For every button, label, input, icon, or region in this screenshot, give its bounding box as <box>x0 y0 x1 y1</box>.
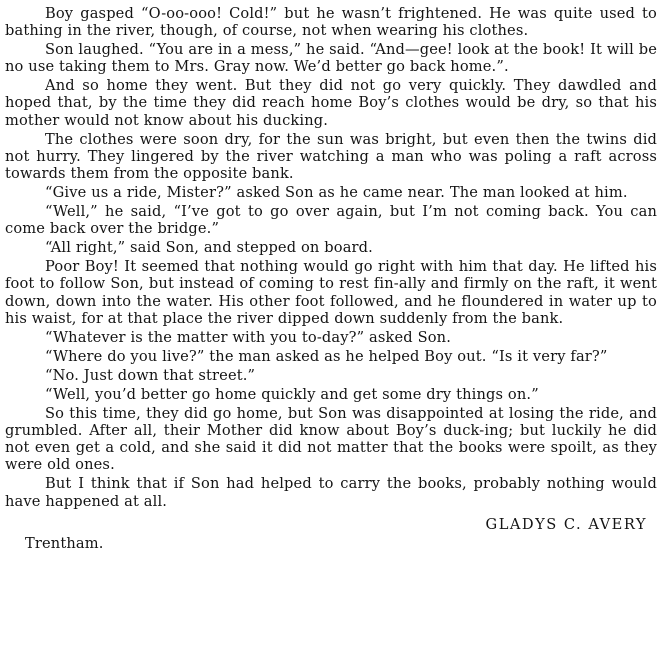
paragraph-so-this-time: So this time, they did go home, but Son was disappointed at losing the ride, and grumbled. After all, their Mother did know about Boy’s duck-ing; but luckily he did not even get a cold, and she said it did not matter that the books were spoilt, as they were old ones. <box>5 405 657 474</box>
paragraph-poor-boy: Poor Boy! It seemed that nothing would go right with him that day. He lifted his foot to follow Son, but instead of coming to rest fin-ally and firmly on the raft, it went down, down into the water. His other foot followed, and he floundered in water up to his waist, for at that place the river dipped down suddenly from the bank. <box>5 258 657 327</box>
paragraph-give-us-a-ride: “Give us a ride, Mister?” asked Son as he came near. The man looked at him. <box>45 183 628 201</box>
paragraph-just-down-that-street: “No. Just down that street.” <box>45 366 256 384</box>
paragraph-but-i-think: But I think that if Son had helped to carry the books, probably nothing would have happened at all. <box>5 475 657 510</box>
paragraph-home-they-went: And so home they went. But they did not go very quickly. They dawdled and hoped that, by the time they did reach home Boy’s clothes would be dry, so that his mother would not know about his ducking. <box>5 77 657 129</box>
paragraph-man-reply: “Well,” he said, “I’ve got to go over again, but I’m not coming back. You can come back over the bridge.” <box>5 203 657 238</box>
paragraph-where-do-you-live: “Where do you live?” the man asked as he helped Boy out. “Is it very far?” <box>45 347 608 365</box>
paragraph-all-right: “All right,” said Son, and stepped on board. <box>45 239 373 257</box>
paragraph-whatever-is-the-matter: “Whatever is the matter with you to-day?” asked Son. <box>45 328 452 346</box>
paragraph-boy-gasped: Boy gasped “O-oo-ooo! Cold!” but he wasn’t frightened. He was quite used to bathing in the river, though, of course, not when wearing his clothes. <box>5 5 657 40</box>
paragraph-clothes-dry: The clothes were soon dry, for the sun was bright, but even then the twins did not hurry. They lingered by the river watching a man who was poling a raft across towards them from the opposite bank. <box>5 130 657 182</box>
author-location: Trentham. <box>25 534 104 552</box>
author-signature: GLADYS C. AVERY <box>485 515 647 533</box>
paragraph-son-laughed: Son laughed. “You are in a mess,” he said. “And—gee! look at the book! It will be no use taking them to Mrs. Gray now. We’d better go back home.”. <box>5 41 657 76</box>
paragraph-go-home-quickly: “Well, you’d better go home quickly and get some dry things on.” <box>45 385 539 403</box>
